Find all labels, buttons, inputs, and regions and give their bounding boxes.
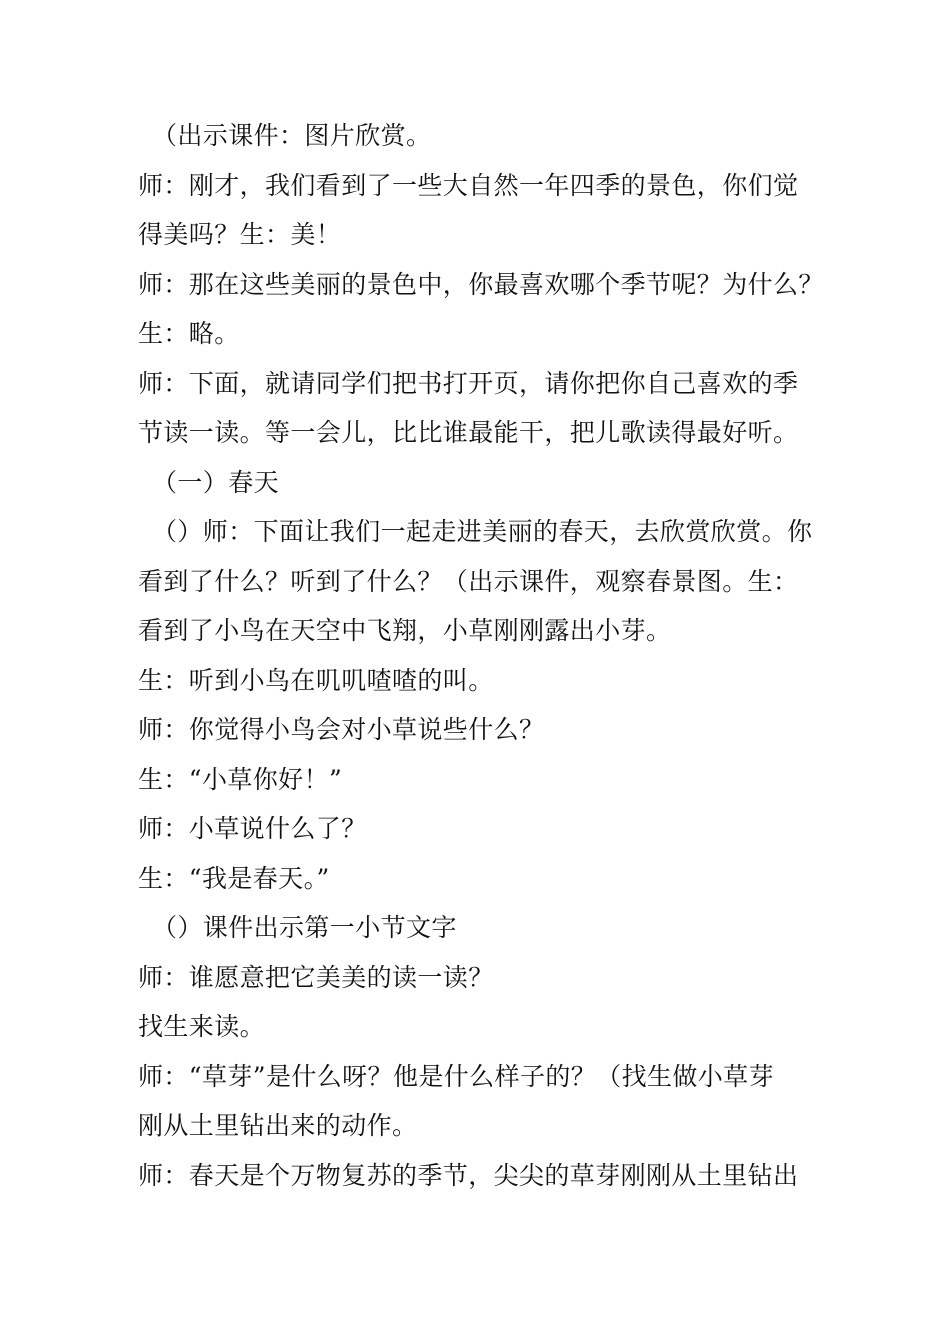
document-body (138, 111, 828, 1200)
text-line: 节读一读。等一会儿，比比谁最能干，把儿歌读得最好听。 (138, 418, 799, 447)
text-line: （）师：下面让我们一起走进美丽的春天，去欣赏欣赏。你 (152, 517, 813, 546)
text-line: 师：小草说什么了？ (138, 814, 367, 843)
text-line: 看到了小鸟在天空中飞翔，小草刚刚露出小芽。 (138, 616, 672, 645)
text-line: 刚从土里钻出来的动作。 (138, 1111, 418, 1140)
text-line: 师：刚才，我们看到了一些大自然一年四季的景色，你们觉 (138, 170, 799, 200)
text-line: 得美吗？生：美！ (138, 220, 342, 249)
text-line: 师：那在这些美丽的景色中，你最喜欢哪个季节呢？为什么？ (138, 269, 824, 299)
text-line: 师：谁愿意把它美美的读一读？ (138, 962, 494, 992)
text-line: 生：“我是春天。” (138, 863, 330, 893)
text-line: 生：“小草你好！” (138, 764, 343, 794)
text-line: 师：下面，就请同学们把书打开页，请你把你自己喜欢的季 (138, 368, 799, 398)
text-line: 找生来读。 (138, 1012, 266, 1041)
text-line: （）课件出示第一小节文字 (152, 913, 457, 942)
text-line: 生：听到小鸟在叽叽喳喳的叫。 (138, 665, 494, 695)
section-heading: （一）春天 (152, 467, 280, 497)
text-line: （出示课件：图片欣赏。 (152, 121, 432, 150)
text-line: 生：略。 (138, 319, 240, 348)
text-line: 师：你觉得小鸟会对小草说些什么？ (138, 715, 545, 744)
text-line: 看到了什么？听到了什么？（出示课件，观察春景图。生： (138, 566, 799, 596)
text-line: 师：春天是个万物复苏的季节，尖尖的草芽刚刚从土里钻出 (138, 1160, 799, 1190)
text-line: 师：“草芽”是什么呀？他是什么样子的？（找生做小草芽 (138, 1061, 774, 1091)
